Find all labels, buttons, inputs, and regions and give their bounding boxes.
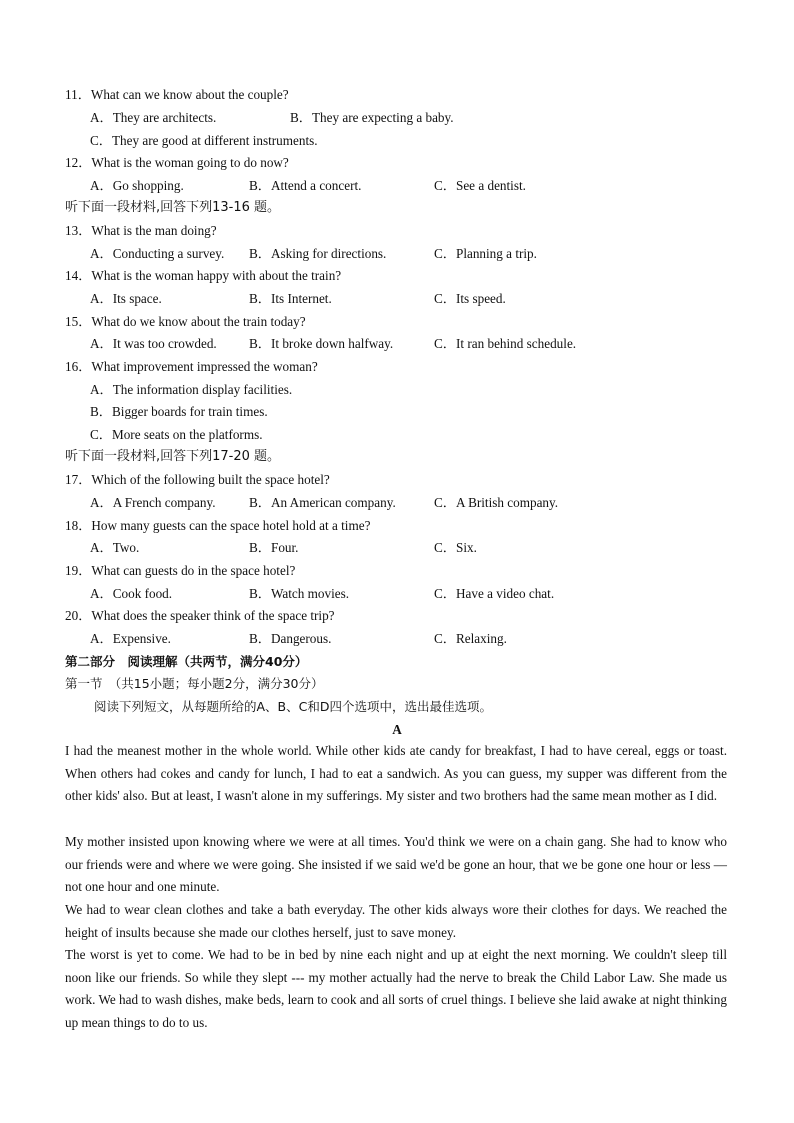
passage-paragraph-1: I had the meanest mother in the whole world. While other kids ate candy for breakfast, I had to have cereal, eggs or toast. When others had cokes and candy for lunch, I had to eat a sandwich. As you can guess, my supper was different from the other kids' also. But at least, I wasn't alone in my sufferings. My sister and two brothers had the same mean mother as I did.	[65, 743, 727, 804]
question-11-option-a: A．They are architects.	[90, 110, 217, 125]
question-19-option-b: B．Watch movies.	[249, 586, 350, 601]
question-11-option-b: B．They are expecting a baby.	[290, 110, 454, 125]
question-13-option-a: A．Conducting a survey.	[90, 246, 225, 261]
question-13-option-c: C．Planning a trip.	[434, 246, 537, 261]
question-16-stem: 16．What improvement impressed the woman?	[65, 359, 318, 374]
listening-instruction-17-20: 听下面一段材料,回答下列17-20 题。	[65, 449, 281, 464]
question-16-option-c: C．More seats on the platforms.	[90, 427, 263, 442]
question-11-option-c: C．They are good at different instruments.	[90, 133, 318, 148]
question-12-stem: 12．What is the woman going to do now?	[65, 155, 289, 170]
question-18-option-c: C．Six.	[434, 540, 477, 555]
question-18-option-a: A．Two.	[90, 540, 140, 555]
question-13-option-b: B．Asking for directions.	[249, 246, 387, 261]
question-13-stem: 13．What is the man doing?	[65, 223, 217, 238]
question-20-option-c: C．Relaxing.	[434, 631, 507, 646]
question-11-stem: 11．What can we know about the couple?	[65, 87, 289, 102]
passage-label: A	[392, 722, 402, 737]
question-20-option-a: A．Expensive.	[90, 631, 171, 646]
question-12-option-a: A．Go shopping.	[90, 178, 184, 193]
question-16-option-a: A．The information display facilities.	[90, 382, 293, 397]
question-14-stem: 14．What is the woman happy with about the train?	[65, 268, 342, 283]
question-12-option-c: C．See a dentist.	[434, 178, 526, 193]
question-14-option-c: C．Its speed.	[434, 291, 506, 306]
question-19-option-c: C．Have a video chat.	[434, 586, 555, 601]
question-14-option-b: B．Its Internet.	[249, 291, 332, 306]
question-17-option-a: A．A French company.	[90, 495, 216, 510]
passage-paragraph-3: We had to wear clean clothes and take a bath everyday. The other kids always wore their clothes for days. We reached the height of insults because she made our clothes herself, just to save money.	[65, 902, 727, 940]
question-14-option-a: A．Its space.	[90, 291, 162, 306]
question-17-stem: 17．Which of the following built the space hotel?	[65, 472, 330, 487]
question-20-stem: 20．What does the speaker think of the space trip?	[65, 608, 335, 623]
section-2-title: 第二部分 阅读理解（共两节，满分40分）	[65, 654, 308, 669]
question-19-option-a: A．Cook food.	[90, 586, 173, 601]
passage-paragraph-4: The worst is yet to come. We had to be in bed by nine each night and up at eight the next morning. We couldn't sleep till noon like our friends. So while they slept --- my mother actually had the nerve to break the Child Labor Law. She made us work. We had to wash dishes, make beds, learn to cook and all sorts of cruel things. I believe she laid awake at night thinking up mean things to do to us.	[65, 947, 727, 1031]
question-17-option-b: B．An American company.	[249, 495, 396, 510]
question-15-option-c: C．It ran behind schedule.	[434, 336, 577, 351]
question-15-option-b: B．It broke down halfway.	[249, 336, 394, 351]
question-12-option-b: B．Attend a concert.	[249, 178, 362, 193]
question-15-option-a: A．It was too crowded.	[90, 336, 217, 351]
listening-instruction-13-16: 听下面一段材料,回答下列13-16 题。	[65, 200, 281, 215]
question-16-option-b: B．Bigger boards for train times.	[90, 404, 268, 419]
question-18-stem: 18．How many guests can the space hotel hold at a time?	[65, 518, 371, 533]
question-20-option-b: B．Dangerous.	[249, 631, 332, 646]
question-17-option-c: C．A British company.	[434, 495, 559, 510]
section-2-subtitle: 第一节 （共15小题；每小题2分，满分30分）	[65, 676, 324, 691]
section-2-direction: 阅读下列短文，从每题所给的A、B、C和D四个选项中，选出最佳选项。	[94, 699, 492, 714]
passage-paragraph-2: My mother insisted upon knowing where we were at all times. You'd think we were on a chain gang. She had to know who our friends were and where we were going. She insisted if we said we'd be gone an hour, that we be gone one hour or less — not one hour and one minute.	[65, 834, 727, 895]
question-19-stem: 19．What can guests do in the space hotel?	[65, 563, 296, 578]
question-18-option-b: B．Four.	[249, 540, 299, 555]
question-15-stem: 15．What do we know about the train today?	[65, 314, 306, 329]
